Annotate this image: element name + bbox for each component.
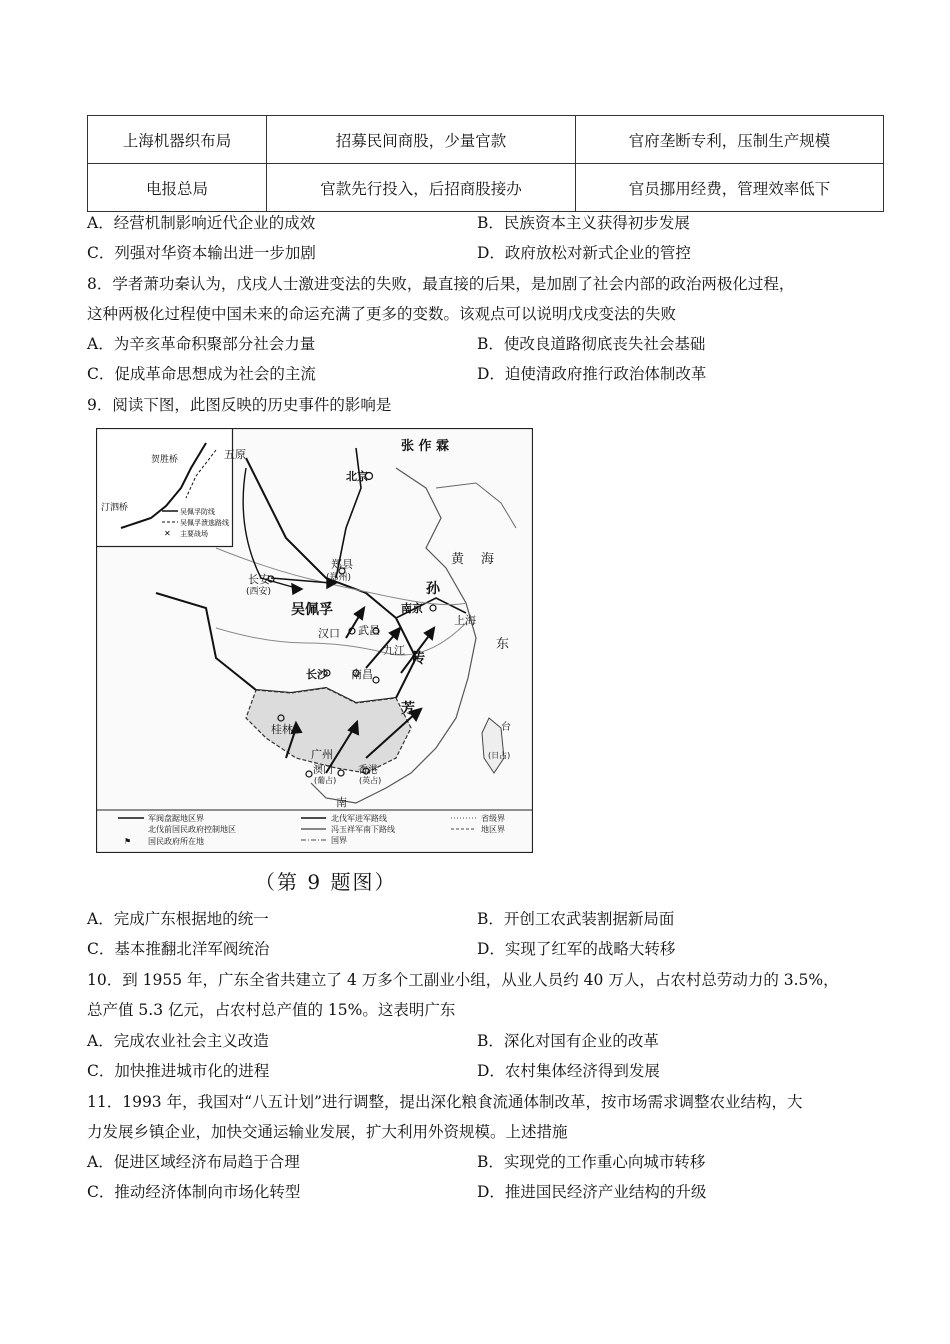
map-place-label: 台 bbox=[501, 722, 511, 733]
map-place-label: 传 bbox=[411, 651, 425, 667]
map-place-label: 五原 bbox=[224, 448, 246, 461]
map-legend-entry: 冯玉祥军南下路线 bbox=[331, 825, 395, 834]
map-place-label: 南京 bbox=[401, 602, 423, 615]
map-legend-entry: 国界 bbox=[331, 836, 347, 845]
map-place-label: 汀泗桥 bbox=[101, 503, 129, 513]
map-place-label: 广州 bbox=[311, 748, 333, 761]
q9-option-b: B．开创工农武装割据新局面 bbox=[477, 910, 675, 928]
map-place-label: 吴佩孚 bbox=[291, 602, 333, 618]
inset-legend-entry: 吴佩孚溃逃路线 bbox=[180, 519, 229, 527]
q10-option-a: A．完成农业社会主义改造 bbox=[87, 1032, 269, 1050]
q9-option-a: A．完成广东根据地的统一 bbox=[87, 910, 269, 928]
table-cell: 官府垄断专利，压制生产规模 bbox=[576, 116, 884, 164]
map-place-label: 郑县 bbox=[331, 558, 353, 571]
map-legend-entry: 省级界 bbox=[481, 814, 505, 823]
q9-option-c: C．基本推翻北洋军阀统治 bbox=[87, 940, 270, 958]
map-place-label: (日占) bbox=[488, 751, 511, 760]
q10-option-c: C．加快推进城市化的进程 bbox=[87, 1062, 270, 1080]
q10-stem-line1: 10．到 1955 年，广东全省共建立了 4 万多个工副业小组，从业人员约 40 万人，占农村总劳动力的 3.5%， bbox=[87, 971, 839, 989]
table-row bbox=[88, 164, 884, 212]
map-place-label: (西安) bbox=[246, 587, 272, 597]
q7-option-a: A．经营机制影响近代企业的成效 bbox=[87, 214, 316, 232]
map-place-label: 桂林 bbox=[271, 723, 293, 736]
table-cell: 上海机器织布局 bbox=[88, 116, 267, 164]
inset-legend-entry: 吴佩孚防线 bbox=[180, 508, 215, 516]
q11-stem-line1: 11．1993 年，我国对“八五计划”进行调整，提出深化粮食流通体制改革，按市场需求调整农业结构，大 bbox=[87, 1093, 803, 1111]
map-legend-entry: 北伐前国民政府控制地区 bbox=[148, 825, 236, 834]
svg-text:⚑: ⚑ bbox=[124, 837, 132, 846]
map-place-label: 东 bbox=[496, 637, 510, 652]
q11-option-c: C．推动经济体制向市场化转型 bbox=[87, 1183, 301, 1201]
table-cell: 官员挪用经费，管理效率低下 bbox=[576, 164, 884, 212]
q11-option-a: A．促进区域经济布局趋于合理 bbox=[87, 1153, 300, 1171]
q11-option-b: B．实现党的工作重心向城市转移 bbox=[477, 1153, 706, 1171]
map-place-label: 芳 bbox=[401, 701, 415, 717]
q11-option-d: D．推进国民经济产业结构的升级 bbox=[477, 1183, 707, 1201]
map-place-label: 南 bbox=[336, 796, 347, 809]
map-legend-entry: 地区界 bbox=[481, 825, 505, 834]
q8-stem-line2: 这种两极化过程使中国未来的命运充满了更多的变数。该观点可以说明戊戌变法的失败 bbox=[87, 305, 677, 323]
map-place-label: 澳门 bbox=[313, 765, 333, 776]
q8-option-c: C．促成革命思想成为社会的主流 bbox=[87, 365, 316, 383]
map-place-label: 长沙 bbox=[306, 668, 328, 681]
northern-expedition-map bbox=[96, 428, 533, 853]
map-place-label: 南昌 bbox=[351, 668, 373, 681]
map-place-label: 孙 bbox=[426, 581, 440, 597]
map-legend-entry: 北伐军进军路线 bbox=[331, 814, 387, 823]
q8-stem-line1: 8．学者萧功秦认为，戊戌人士激进变法的失败，最直接的后果，是加剧了社会内部的政治两极化过程， bbox=[87, 275, 795, 293]
table-cell: 招募民间商股，少量官款 bbox=[267, 116, 576, 164]
map-place-label: 香港 bbox=[358, 765, 378, 776]
map-place-label: 黄 bbox=[451, 552, 465, 567]
q11-stem-line2: 力发展乡镇企业，加快交通运输业发展，扩大利用外资规模。上述措施 bbox=[87, 1123, 568, 1141]
map-place-label: 九江 bbox=[383, 644, 405, 657]
map-place-label: 上海 bbox=[454, 614, 476, 627]
map-place-label: 海 bbox=[481, 552, 495, 567]
map-place-label: 汉口 bbox=[318, 627, 340, 640]
q8-option-d: D．迫使清政府推行政治体制改革 bbox=[477, 365, 707, 383]
q8-option-a: A．为辛亥革命积聚部分社会力量 bbox=[87, 335, 316, 353]
map-legend-entry: 军阀盘踞地区界 bbox=[148, 814, 204, 823]
q7-option-b: B．民族资本主义获得初步发展 bbox=[477, 214, 690, 232]
figure-caption: （第 9 题图） bbox=[255, 870, 397, 894]
q7-option-c: C．列强对华资本输出进一步加剧 bbox=[87, 244, 316, 262]
map-place-label: (葡占) bbox=[314, 776, 337, 785]
map-place-label: 长安 bbox=[248, 573, 270, 586]
map-place-label: 北京 bbox=[346, 470, 368, 483]
table-cell: 官款先行投入，后招商股接办 bbox=[267, 164, 576, 212]
q10-option-b: B．深化对国有企业的改革 bbox=[477, 1032, 659, 1050]
svg-text:✕: ✕ bbox=[164, 529, 171, 538]
q10-stem-line2: 总产值 5.3 亿元，占农村总产值的 15%。这表明广东 bbox=[87, 1001, 456, 1019]
q10-option-d: D．农村集体经济得到发展 bbox=[477, 1062, 660, 1080]
q9-stem: 9．阅读下图，此图反映的历史事件的影响是 bbox=[87, 396, 392, 414]
q9-option-d: D．实现了红军的战略大转移 bbox=[477, 940, 676, 958]
table-row bbox=[88, 116, 884, 164]
map-legend-entry: 国民政府所在地 bbox=[148, 837, 204, 846]
map-place-label: 武昌 bbox=[358, 624, 380, 637]
q7-option-d: D．政府放松对新式企业的管控 bbox=[477, 244, 691, 262]
map-place-label: 张 作 霖 bbox=[401, 439, 450, 454]
map-place-label: (郑州) bbox=[326, 573, 352, 583]
q8-option-b: B．使改良道路彻底丧失社会基础 bbox=[477, 335, 706, 353]
enterprise-table bbox=[87, 115, 884, 212]
inset-legend-entry: 主要战场 bbox=[180, 530, 208, 538]
table-cell: 电报总局 bbox=[88, 164, 267, 212]
map-place-label: (英占) bbox=[359, 776, 382, 785]
map-place-label: 贺胜桥 bbox=[151, 455, 179, 465]
